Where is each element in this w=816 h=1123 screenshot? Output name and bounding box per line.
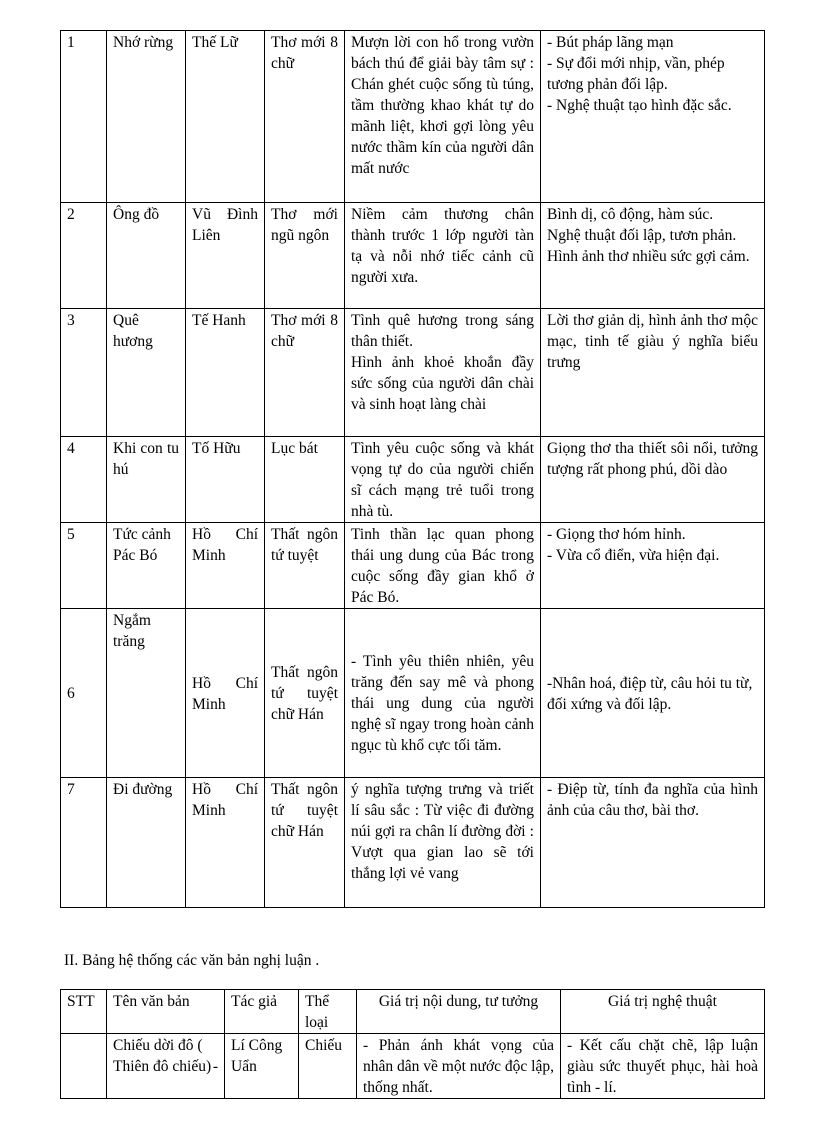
content-line: ý nghĩa tượng trưng và triết lí sâu sắc : Từ việc đi đường núi gợi ra chân lí đường đời : Vượt qua gian lao sẽ tới thắng lợi vẻ vang [351,781,534,882]
title-cell: Tức cảnh Pác Bó [107,523,186,609]
title-cell: Khi con tu hú [107,437,186,523]
table-row [61,609,765,778]
genre-cell: Thơ mới 8 chữ [265,309,345,437]
stt-cell: 2 [61,203,107,309]
header-art: Giá trị nghệ thuật [561,990,765,1034]
title-text: Chiếu dời đô ( Thiên đô chiếu) [113,1037,212,1075]
author-cell: Thế Lữ [186,31,265,203]
stt-cell: 3 [61,309,107,437]
art-line: Giọng thơ tha thiết sôi nổi, tưởng tượng rất phong phú, dồi dào [547,440,758,478]
title-cell: Ông đồ [107,203,186,309]
argumentative-works-table [60,989,765,1099]
genre-cell: Thơ mới ngũ ngôn [265,203,345,309]
art-line: - Giọng thơ hóm hỉnh. [547,526,686,543]
stt-cell: 1 [61,31,107,203]
title-cell: Đi đường [107,778,186,908]
content-line: Mượn lời con hổ trong vườn bách thú để giải bày tâm sự : Chán ghét cuộc sống tù túng, tầm thường khao khát tự do mãnh liệt, khơi gợi lòng yêu nước thầm kín của người dân mất nước [351,34,534,177]
art-cell: - Kết cấu chặt chẽ, lập luận giàu sức thuyết phục, hài hoà tình - lí. [561,1034,765,1099]
art-line: Hình ảnh thơ nhiều sức gợi cảm. [547,248,750,265]
content-line: Hình ảnh khoẻ khoắn đầy sức sống của người dân chài và sinh hoạt làng chài [351,354,534,413]
art-line: - Vừa cổ điển, vừa hiện đại. [547,547,720,564]
art-line: - Điệp từ, tính đa nghĩa của hình ảnh của câu thơ, bài thơ. [547,781,758,819]
art-cell [541,309,765,437]
table-row [61,31,765,203]
author-cell: Tố Hữu [186,437,265,523]
table-row [61,437,765,523]
content-line: Tinh thần lạc quan phong thái ung dung của Bác trong cuộc sống đầy gian khổ ở Pác Bó. [351,526,534,606]
header-stt: STT [61,990,107,1034]
art-cell [541,203,765,309]
title-cell: Nhớ rừng [107,31,186,203]
stt-cell [61,1034,107,1099]
art-line: Lời thơ giản dị, hình ảnh thơ mộc mạc, tinh tế giàu ý nghĩa biểu trưng [547,312,758,371]
author-cell: Vũ Đình Liên [186,203,265,309]
content-cell [345,523,541,609]
header-title: Tên văn bản [107,990,225,1034]
genre-cell: Lục bát [265,437,345,523]
art-line: - Sự đổi mới nhịp, vần, phép tương phản đối lập. [547,55,725,93]
content-cell [345,31,541,203]
stt-cell: 5 [61,523,107,609]
art-line: Bình dị, cô động, hàm súc. [547,206,714,223]
genre-cell: Chiếu [299,1034,357,1099]
table-row [61,778,765,908]
table-row [61,523,765,609]
poetry-works-table [60,30,765,908]
stt-cell: 4 [61,437,107,523]
art-line: Nghệ thuật đối lập, tươn phản. [547,227,737,244]
genre-cell: Thơ mới 8 chữ [265,31,345,203]
title-cell: Ngắm trăng [107,609,186,778]
genre-cell: Thất ngôn tứ tuyệt chữ Hán [265,609,345,778]
art-cell [541,778,765,908]
content-cell [345,309,541,437]
stt-cell: 7 [61,778,107,908]
content-line: Tình yêu cuộc sống và khát vọng tự do của người chiến sĩ cách mạng trẻ tuổi trong nhà tù. [351,440,534,520]
art-cell [541,31,765,203]
author-cell: Lí Công Uẩn [225,1034,299,1099]
table-row [61,203,765,309]
author-cell: Hồ Chí Minh [186,778,265,908]
author-cell: Hồ Chí Minh [186,609,265,778]
genre-cell: Thất ngôn tứ tuyệt [265,523,345,609]
art-line: - Nghệ thuật tạo hình đặc sắc. [547,97,732,114]
header-author: Tác giả [225,990,299,1034]
author-cell: Tế Hanh [186,309,265,437]
section-heading: II. Bảng hệ thống các văn bản nghị luận . [64,952,320,969]
art-cell [541,609,765,778]
content-line: Tình quê hương trong sáng thân thiết. [351,312,534,350]
table-row [61,1034,765,1099]
art-line: -Nhân hoá, điệp từ, câu hỏi tu từ, đối xứng và đối lập. [547,674,753,713]
title-cell: Quê hương [107,309,186,437]
table-row [61,309,765,437]
title-cell [107,1034,225,1099]
content-cell [345,609,541,778]
content-cell [345,437,541,523]
content-line: - Tình yêu thiên nhiên, yêu trăng đến say mê và phong thái ung dung của người nghệ sĩ ngay trong hoàn cảnh ngục tù khổ cực tối tăm. [351,653,534,754]
title-suffix: - [212,1058,218,1075]
header-content: Giá trị nội dung, tư tưởng [357,990,561,1034]
content-line: Niềm cảm thương chân thành trước 1 lớp người tàn tạ và nỗi nhớ tiếc cảnh cũ người xưa. [351,206,534,286]
header-row [61,990,765,1034]
content-cell [345,778,541,908]
art-cell [541,523,765,609]
content-cell: - Phản ánh khát vọng của nhân dân về một nước độc lập, thống nhất. [357,1034,561,1099]
content-cell [345,203,541,309]
art-cell [541,437,765,523]
stt-cell: 6 [61,609,107,778]
genre-cell: Thất ngôn tứ tuyệt chữ Hán [265,778,345,908]
header-genre: Thể loại [299,990,357,1034]
art-line: - Bút pháp lãng mạn [547,34,674,51]
author-cell: Hồ Chí Minh [186,523,265,609]
